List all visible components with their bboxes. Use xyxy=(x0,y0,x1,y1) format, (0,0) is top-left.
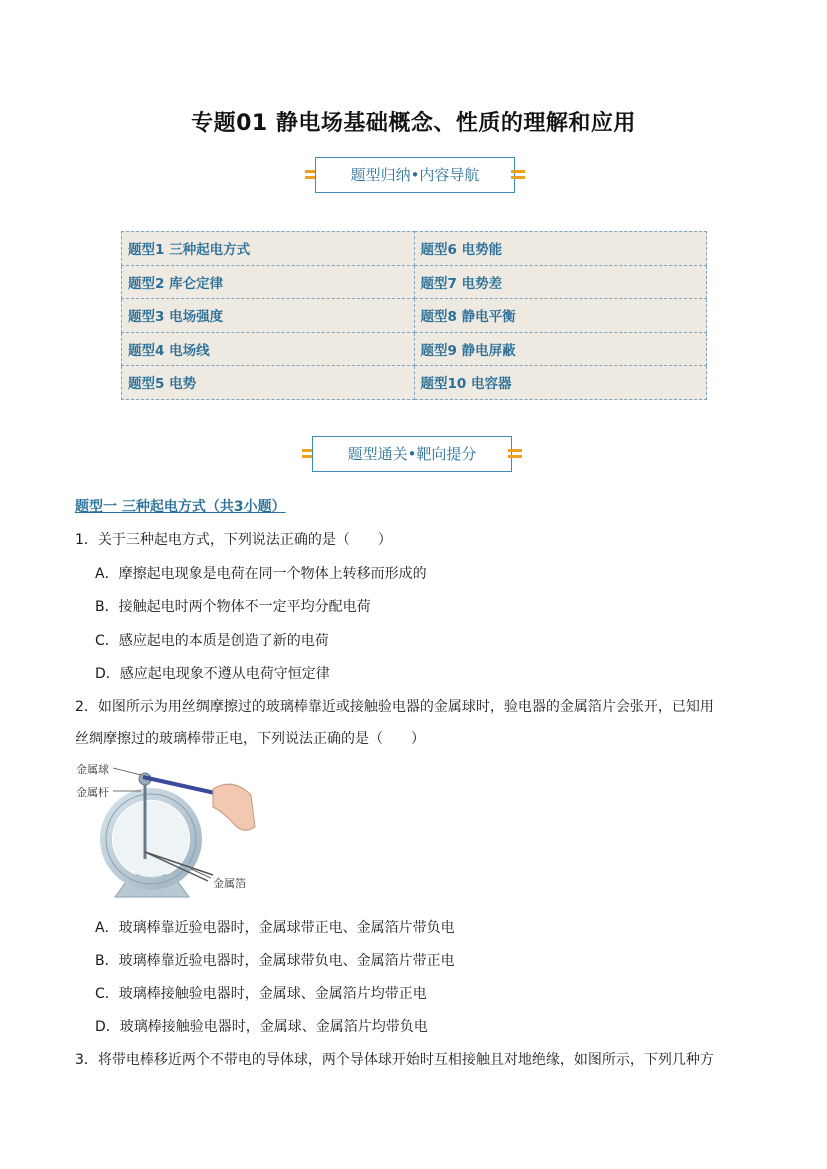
nav-cell: 题型2 库仑定律 xyxy=(122,265,415,299)
nav-cell: 题型4 电场线 xyxy=(122,332,415,366)
question-1-option-a: A．摩擦起电现象是电荷在同一个物体上转移而形成的 xyxy=(95,566,427,582)
question-2-option-b: B．玻璃棒靠近验电器时，金属球带负电、金属箔片带正电 xyxy=(95,953,455,969)
banner-content-nav xyxy=(305,157,525,195)
label-metal-rod: 金属杆 xyxy=(76,786,109,799)
question-2-option-d: D．玻璃棒接触验电器时，金属球、金属箔片均带负电 xyxy=(95,1019,428,1035)
banner-practice-label: 题型通关•靶向提分 xyxy=(312,436,512,472)
table-row xyxy=(122,332,707,366)
table-row xyxy=(122,299,707,333)
topic-navigation-table xyxy=(121,231,707,400)
question-1-option-d: D．感应起电现象不遵从电荷守恒定律 xyxy=(95,666,330,682)
decoration-icon xyxy=(511,168,525,182)
document-title: 专题01 静电场基础概念、性质的理解和应用 xyxy=(191,111,636,136)
table-row xyxy=(122,265,707,299)
question-2-stem-line2: 丝绸摩擦过的玻璃棒带正电，下列说法正确的是（ ） xyxy=(75,731,425,747)
nav-cell: 题型3 电场强度 xyxy=(122,299,415,333)
question-2-stem-line1: 2．如图所示为用丝绸摩擦过的玻璃棒靠近或接触验电器的金属球时，验电器的金属箔片会张开，已知用 xyxy=(75,699,714,715)
nav-cell: 题型10 电容器 xyxy=(414,366,707,400)
question-1-stem: 1．关于三种起电方式，下列说法正确的是（ ） xyxy=(75,532,392,548)
nav-cell: 题型6 电势能 xyxy=(414,232,707,266)
question-3-stem: 3．将带电棒移近两个不带电的导体球，两个导体球开始时互相接触且对地绝缘，如图所示，下列几种方 xyxy=(75,1052,714,1068)
nav-cell: 题型8 静电平衡 xyxy=(414,299,707,333)
banner-nav-label: 题型归纳•内容导航 xyxy=(315,157,515,193)
electroscope-figure xyxy=(73,757,263,902)
nav-cell: 题型5 电势 xyxy=(122,366,415,400)
table-row xyxy=(122,366,707,400)
decoration-icon xyxy=(508,447,522,461)
question-1-option-c: C．感应起电的本质是创造了新的电荷 xyxy=(95,633,329,649)
banner-practice xyxy=(302,436,522,474)
question-2-option-a: A．玻璃棒靠近验电器时，金属球带正电、金属箔片带负电 xyxy=(95,920,455,936)
label-metal-foil: 金属箔 xyxy=(213,877,246,890)
nav-cell: 题型1 三种起电方式 xyxy=(122,232,415,266)
label-metal-ball: 金属球 xyxy=(76,763,109,776)
nav-cell: 题型9 静电屏蔽 xyxy=(414,332,707,366)
table-row xyxy=(122,232,707,266)
nav-cell: 题型7 电势差 xyxy=(414,265,707,299)
question-1-option-b: B．接触起电时两个物体不一定平均分配电荷 xyxy=(95,599,371,615)
question-2-option-c: C．玻璃棒接触验电器时，金属球、金属箔片均带正电 xyxy=(95,986,427,1002)
section-heading: 题型一 三种起电方式（共3小题） xyxy=(75,499,286,515)
